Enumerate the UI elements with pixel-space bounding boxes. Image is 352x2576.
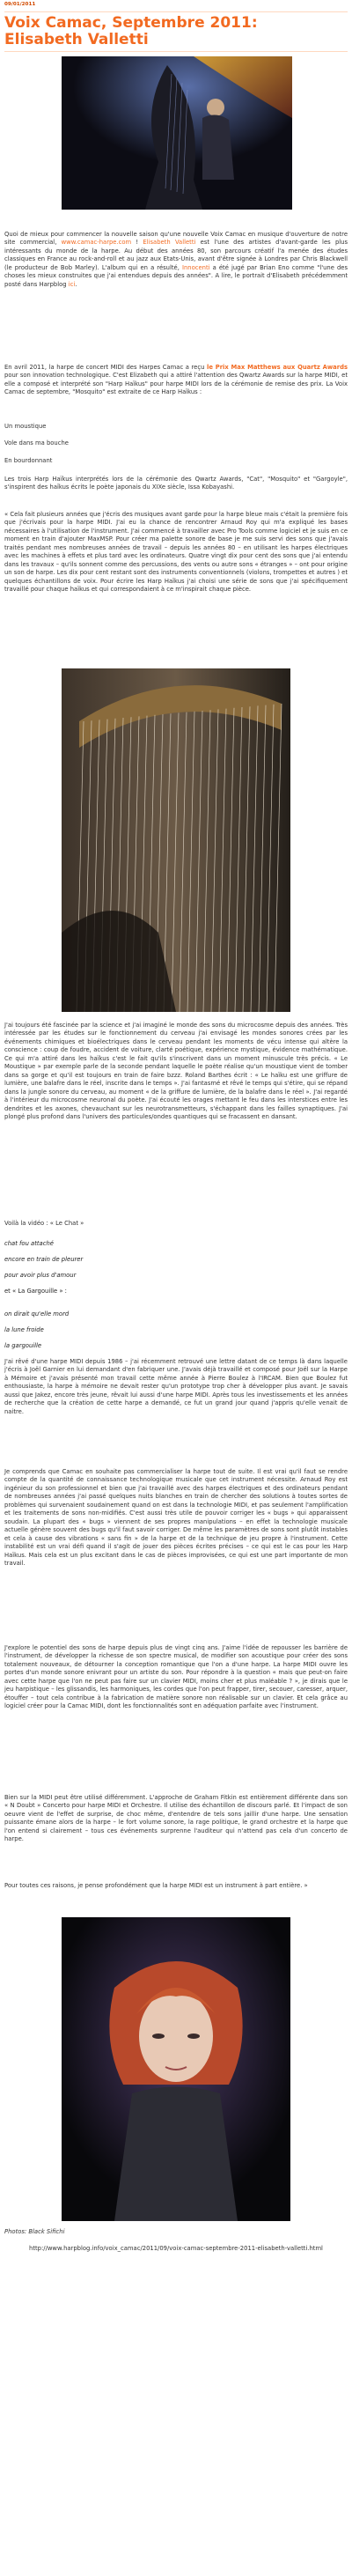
haiku-mosquito [4,423,348,465]
photo-portrait [62,1917,290,2221]
paragraph-intro: Quoi de mieux pour commencer la nouvelle saison qu'une nouvelle Voix Camac en musique d'ouverture de notre site commercial, www.camac-harpe.com ! Elisabeth Valletti est l'une des artistes d'avant-garde les plus intéressants du monde de la harpe. Au début des années 80, son parcours créatif l'a menée des études classiques en France au rock-and-roll et au jazz aux Etats-Unis, avant d'être signée à Londres par Chris Blackwell (le producteur de Bob Marley). L'album qui en a résulté, Innocenti a été jugé par Brian Eno comme "l'une des choses les mieux construites que j'ai entendues depuis des années". A lire, le portrait d'Elisabeth précédemment posté dans Harpblog ici. [4,231,348,288]
photo-credit: Photos: Black Sifichi [4,2228,65,2235]
artist-link[interactable]: Elisabeth Valletti [143,239,196,247]
source-url[interactable]: http://www.harpblog.info/voix_camac/2011/09/voix-camac-septembre-2011-elisabeth-valletti.html [29,2245,323,2252]
date-divider [4,11,348,12]
paragraph-exploration: J'explore le potentiel des sons de harpe depuis plus de vingt cinq ans. J'aime l'idée de repousser les barrière de l'instrument, de développer la richesse de son spectre musical, de modifier son acoustique pour créer des sons totalement nouveaux, de détourner la conception romantique que l'on a d'une harpe. La harpe MIDI ouvre les portes d'un monde sonore enivrant pour un artiste du son. Pour répondre à la question « mais que peut-on faire avec cette harpe que l'on ne peut pas faire sur un clavier MIDI, moins cher et plus maléable ? », je dirais que le jeu harpistique – les glissandis, les harmoniques, les cordes que l'on peut frapper, tirer, secouer, caresser, arquer, étouffer – tout cela contribue à la fabrication de matière sonore non réalisable sur un clavier. Et cela grâce au logiciel créer pour la Camac MIDI, dont les fonctionnalités sont en adéquation parfaite avec l'instrument. [4,1644,348,1710]
video-cat-label: Voilà la vidéo : « Le Chat » [4,1220,84,1227]
paragraph-science: J'ai toujours été fascinée par la science et j'ai imaginé le monde des sons du microcosme depuis des années. Très intéressée par les études sur le fonctionnement du cerveau j'ai envisagé les mondes sonores crées par les événements chimiques et bioélectriques dans le cerveau pendant les moments de vécu intense qui altère la conscience : coup de foudre, accident de voiture, clarté poétique, expérience mystique, évidence mathématique. Ce qui m'a attiré dans les haïkus c'est le fait qu'ils s'inscrivent dans un moment minuscule très précis. « Le Moustique » par exemple parle de la seconde pendant laquelle le poète réalise qu'un moustique vient de tomber dans sa gorge et qu'il est toujours en train de faire bzzz. Roland Barthes écrit : « Le haïku est une griffure de lumière, une balafre dans le réel, inscrite dans le temps ». J'ai fantasmé et rêvé le temps qui s'étire, qui se répand dans la jungle sonore du cerveau, au moment « de la griffure de lumière, de la balafre dans le réel ». J'ai regardé à l'intérieur du microcosme neuronal du poète. J'ai écouté les orages mettant le feu dans les interstices entre les dendrites et les axones, chevauchant sur les neurotransmetteurs, s'échappant dans les failles synaptiques. J'ai plongé plus profond dans l'univers des particules/ondes quantiques qui se fracassent en dansant. [4,1022,348,1120]
paragraph-midi-dream: J'ai rêvé d'une harpe MIDI depuis 1986 – j'ai récemment retrouvé une lettre datant de ce temps là dans laquelle j'écris à Joël Garnier en lui demandant d'en fabriquer une. J'avais déjà travaillé et composé pour Joël sur la Harpe à Mémoire et j'avais présenté mon travail cette même année à Pierre Boulez à l'IRCAM. Bien que Boulez fut enthousiaste, la harpe à mémoire ne devait rester qu'un prototype trop cher à développer plus avant. Je savais aussi que Jakez, encore très jeune, rêvait lui aussi d'une harpe MIDI. Après tous les investissements et les années de recherche que la création de cette harpe a demandé, ce fut un grand jour quand j'appris qu'elle venait de naitre. [4,1358,348,1415]
poem-line: et « La Gargouille » : [4,1288,67,1295]
photo-harpist-night [62,56,292,210]
photo-harp-strings [62,668,290,1012]
album-link[interactable]: Innocenti [181,263,210,271]
haiku-poems [4,1240,348,1349]
portrait-link[interactable]: ici [68,280,76,288]
poem-line: chat fou attaché [4,1240,54,1247]
paragraph-haikus: Les trois Harp Haïkus interprétés lors de la cérémonie des Qwartz Awards, "Cat", "Mosquito" et "Gargoyle", s'inspirent des haïkus écrits le poète japonais du XIXe siècle, Issa Kobayashi. [4,476,348,491]
paragraph-quote-1: « Cela fait plusieurs années que j'écris des musiques avant garde pour la harpe bleue mais c'était la première fois que j'écrivais pour la harpe MIDI. J'ai eu la chance de rencontrer Arnaud Roy qui m'a expliqué les bases nécessaires à l'utilisation de l'instrument. J'ai commencé à travailler avec Pro Tools comme logiciel et je suis en ce moment en train d'ajouter MaxMSP. Pour créer ma palette sonore de base je me suis servi des sons que j'avais traités pendant mes nombreuses années de travail – depuis les années 80 – en utilisant les harpes électriques avec les machines à effets et plus tard avec les ordinateurs. Quatre vingt dix pour cent des sons que j'ai entendu dans les travaux – qu'ils sonnent comme des percussions, des vents ou autre sons « étranges » – ont pour origine un son de harpe. Les dix pour cent restant sont des instruments conventionnels (violons, trompettes et autres ) et quelques échantillons de voix. Pour écrire les Harp Haïkus j'ai choisi une série de sons que j'ai spécifiquement travaillé pour chaque haïkus et qui correspondaient à ce m'inspirait chaque pièce. [4,511,348,594]
poem-line: la lune froide [4,1326,44,1333]
paragraph-conclusion: Pour toutes ces raisons, je pense profondément que la harpe MIDI est un instrument à part entière. » [4,1882,308,1889]
paragraph-technology: Je comprends que Camac en souhaite pas commercialiser la harpe tout de suite. Il est vrai qu'il faut se rendre compte de la quantité de connaissance technologique musicale que cet instrument nécessite. Arnaud Roy est ingénieur du son professionnel et bien que j'ai travaillé avec des harpes électriques et des ordinateurs pendant de nombreuses années j'ai passé quelques nuits blanches en train de chercher des solutions à toutes sortes de problèmes qui survenaient soudainement quand on est dans la technologie MIDI, et pas seulement l'amplification et les traitements de sons non-midifiés. C'est aussi très utile de pouvoir corriger les « bugs » qui apparaissent soudain. La plupart des « bugs » viennent de ses propres manipulations – en effet la technologie musicale actuelle génère souvent des bugs qu'il faut savoir corriger. De même les paramètres de sons sont plutôt instables et cela à cause des vibrations « sans fin » de la harpe et de la technique de jeu propre à l'instrument. Cette instabilité est un vrai défi quand il s'agit de jouer des pièces écrites précises – ce qui est le cas pour les Harp Haïkus. Mais cela est un plus excitant dans le cas de pièces improvisées, ce qui est une part importante de mon travail. [4,1468,348,1567]
haiku-line: Un moustique [4,423,47,430]
haiku-line: Vole dans ma bouche [4,439,69,447]
title-divider [4,51,348,52]
poem-line: pour avoir plus d'amour [4,1272,77,1279]
award-link[interactable]: le Prix Max Matthews aux Quartz Awards [206,364,348,371]
poem-line: la gargouille [4,1342,42,1349]
paragraph-fitkin: Bien sur la MIDI peut être utilisé différemment. L'approche de Graham Fitkin est entièrement différente dans son « N Doubt » Concerto pour harpe MIDI et Orchestre. Il utilise des échantillon de discours parlé. Et l'impact de son oeuvre vient de l'effet de surprise, de choc même, d'entendre de tels sons jaillir d'une harpe. Une sensation puissante émane alors de la harpe – le fort volume sonore, la rage politique, le grand orchestre et la harpe que l'on entend si clairement – tous ces événements surprenne l'auditeur qui n'attend pas cela d'un concerto de harpe. [4,1794,348,1843]
paragraph-award: En avril 2011, la harpe de concert MIDI des Harpes Camac a reçu le Prix Max Matthews aux Quartz Awards pour son innovation technologique. C'est Elizabeth qui a attiré l'attention des Qwartz Awards sur la harpe MIDI, et elle a composé et interprété son "Harp Haïkus" pour harpe MIDI lors de la cérémonie de remise des prix. La Voix Camac de septembre, "Mosquito" est extraite de ce Harp Haïkus : [4,364,348,396]
portrait-image [62,1917,290,2221]
haiku-line: En bourdonnant [4,456,53,464]
harpist-night-image [62,56,292,210]
poem-line: encore en train de pleurer [4,1256,84,1263]
post-title: Voix Camac, Septembre 2011: Elisabeth Valletti [4,14,258,48]
camac-site-link[interactable]: www.camac-harpe.com [61,239,132,247]
harp-strings-image [62,668,290,1012]
post-date: 09/01/2011 [4,2,36,7]
poem-line: on dirait qu'elle mord [4,1310,70,1318]
